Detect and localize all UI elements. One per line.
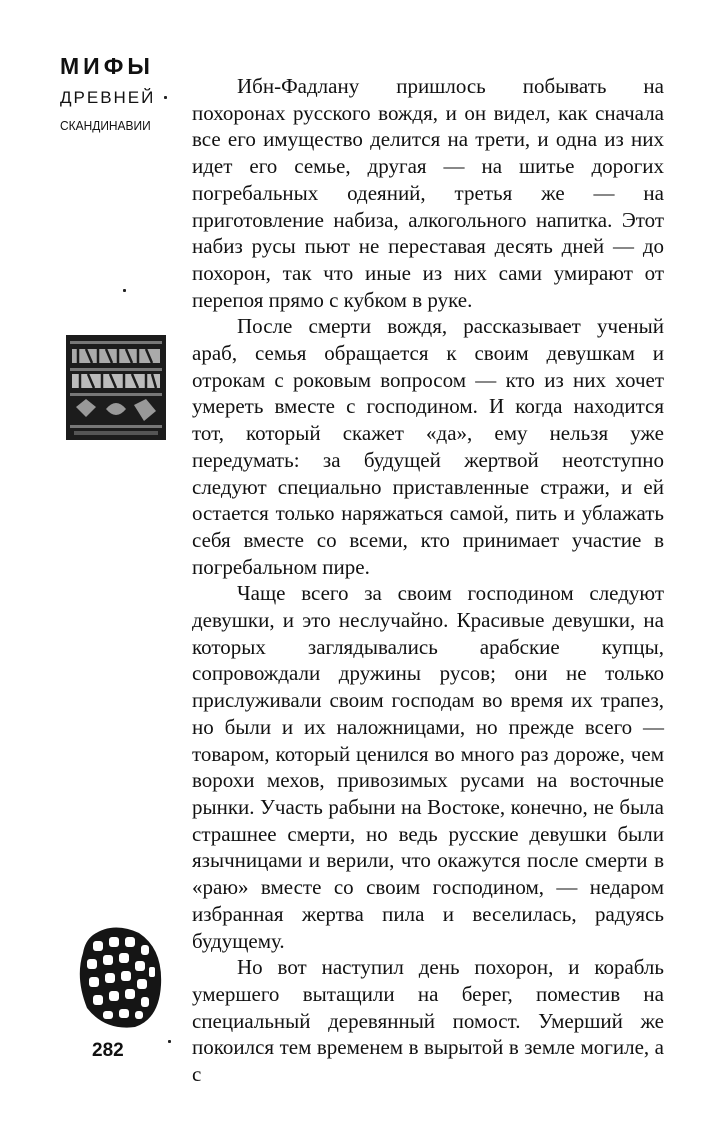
- book-title: МИФЫ: [60, 53, 154, 79]
- paragraph: Ибн-Фадлану пришлось побывать на похоронах русского вождя, и он видел, как сначала все его имущество делится на трети, и одна из них идет его семье, другая — на шитье дорогих погребальных одеяний, третья же — на приготовление набиза, алкогольного напитка. Этот набиз русы пьют не переставая десять дней — до похорон, так что иные из них сами умирают от перепоя прямо с кубком в руке.: [192, 74, 664, 312]
- book-subtitle-line2: СКАНДИНАВИИ: [60, 118, 151, 133]
- body-text: [192, 73, 664, 1088]
- runestone-emblem-icon: [66, 335, 166, 440]
- speck-mark: [123, 289, 126, 292]
- paragraph: Но вот наступил день похорон, и корабль умершего вытащили на берег, поместив на специальный деревянный помост. Умерший же покоился тем временем в вырытой в земле могиле, а с: [192, 955, 664, 1087]
- running-header: [60, 52, 170, 136]
- speck-mark: [164, 96, 167, 99]
- paragraph: Чаще всего за своим господином следуют девушки, и это неслучайно. Красивые девушки, на которых заглядывались арабские купцы, сопровождали дружины русов; они не только прислуживали своим господам во время их трапез, но были и их наложницами, но прежде всего — товаром, который ценился во много раз дороже, чем ворохи мехов, привозимых русами на восточные рынки. Участь рабыни на Востоке, конечно, не была страшнее смерти, но ведь русские девушки были язычницами и верили, что окажутся после смерти в «раю» вместе со своим господином, — недаром избранная жертва пила и веселилась, радуясь будущему.: [192, 581, 664, 953]
- page-number: 282: [92, 1040, 124, 1061]
- woven-pattern-emblem-icon: [65, 923, 165, 1033]
- book-subtitle-line1: ДРЕВНЕЙ: [60, 88, 156, 107]
- speck-mark: [168, 1040, 171, 1043]
- paragraph: После смерти вождя, рассказывает ученый араб, семья обращается к своим девушкам и отрокам с роковым вопросом — кто из них хочет умереть вместе с господином. И когда находится тот, который скажет «да», ему нельзя уже передумать: за будущей жертвой неотступно следуют специально приставленные стражи, и ей остается только наряжаться самой, пить и ублажать себя вместе со всеми, кто принимает участие в погребальном пире.: [192, 314, 664, 579]
